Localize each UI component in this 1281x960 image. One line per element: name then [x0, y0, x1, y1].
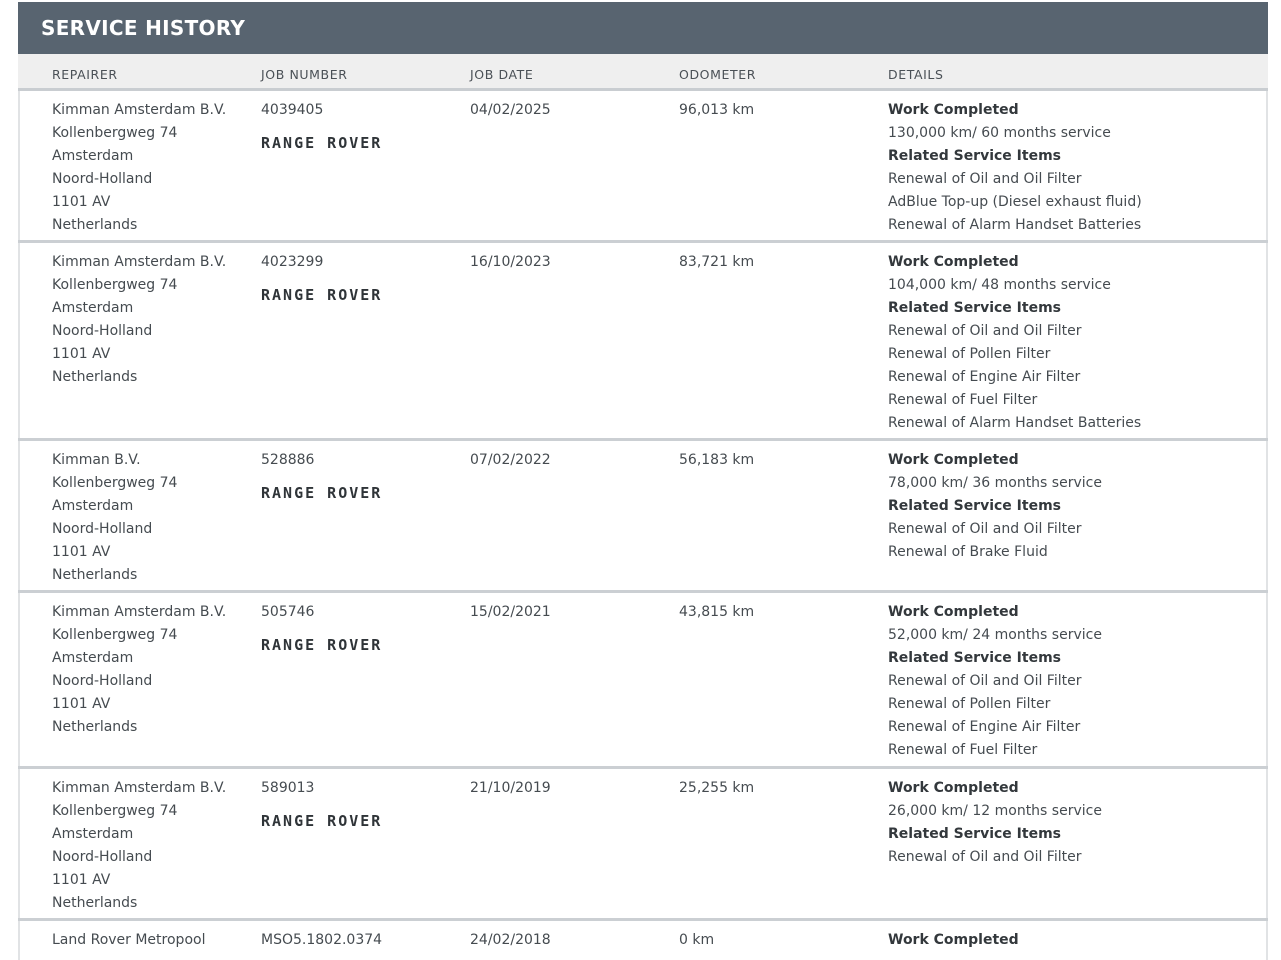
job-number: 505746	[261, 604, 315, 620]
column-header-repairer: REPAIRER	[52, 67, 118, 82]
details-cell	[888, 929, 1019, 952]
odometer-reading: 83,721 km	[679, 254, 755, 270]
details-item: Renewal of Engine Air Filter	[888, 719, 1081, 735]
details-item: Renewal of Engine Air Filter	[888, 369, 1081, 385]
repairer-cell	[52, 601, 226, 739]
details-heading: Work Completed	[888, 452, 1019, 468]
details-item: AdBlue Top-up (Diesel exhaust fluid)	[888, 194, 1142, 210]
details-item: Renewal of Pollen Filter	[888, 696, 1051, 712]
column-header-odometer: ODOMETER	[679, 67, 757, 82]
details-item: Renewal of Pollen Filter	[888, 346, 1051, 362]
repairer-address-line: Netherlands	[52, 719, 138, 735]
repairer-address-line: Amsterdam	[52, 300, 134, 316]
odometer-reading: 25,255 km	[679, 780, 755, 796]
details-item: Renewal of Oil and Oil Filter	[888, 673, 1082, 689]
brand-logo: RANGE ROVER	[261, 134, 383, 152]
brand-logo: RANGE ROVER	[261, 636, 383, 654]
brand-logo: RANGE ROVER	[261, 812, 383, 830]
details-item: Renewal of Alarm Handset Batteries	[888, 217, 1142, 233]
odometer-reading: 96,013 km	[679, 102, 755, 118]
table-row	[18, 441, 1268, 593]
table-row	[18, 243, 1268, 441]
repairer-cell	[52, 99, 226, 237]
details-item: 26,000 km/ 12 months service	[888, 803, 1102, 819]
details-item: 104,000 km/ 48 months service	[888, 277, 1111, 293]
details-heading: Work Completed	[888, 102, 1019, 118]
job-number-cell	[261, 251, 382, 307]
job-date: 24/02/2018	[470, 932, 551, 948]
repairer-address-line: Noord-Holland	[52, 673, 153, 689]
repairer-address-line: Kollenbergweg 74	[52, 803, 178, 819]
details-cell	[888, 601, 1102, 762]
repairer-address-line: Noord-Holland	[52, 323, 153, 339]
job-number-cell	[261, 777, 382, 833]
repairer-address-line: Kimman Amsterdam B.V.	[52, 254, 227, 270]
details-heading: Work Completed	[888, 780, 1019, 796]
job-number-cell	[261, 99, 382, 155]
column-header-job-number: JOB NUMBER	[261, 67, 348, 82]
details-item: 78,000 km/ 36 months service	[888, 475, 1102, 491]
job-number-cell	[261, 929, 382, 952]
job-number: 528886	[261, 452, 315, 468]
details-heading: Related Service Items	[888, 148, 1061, 164]
details-heading: Related Service Items	[888, 300, 1061, 316]
page-title: SERVICE HISTORY	[41, 16, 246, 40]
repairer-address-line: Kimman B.V.	[52, 452, 141, 468]
details-cell	[888, 99, 1142, 237]
details-item: Renewal of Brake Fluid	[888, 544, 1048, 560]
details-item: Renewal of Oil and Oil Filter	[888, 521, 1082, 537]
repairer-address-line: Netherlands	[52, 895, 138, 911]
repairer-address-line: Kimman Amsterdam B.V.	[52, 102, 227, 118]
details-heading: Work Completed	[888, 254, 1019, 270]
details-cell	[888, 251, 1141, 435]
repairer-address-line: Amsterdam	[52, 650, 134, 666]
column-header-details: DETAILS	[888, 67, 944, 82]
repairer-address-line: 1101 AV	[52, 696, 111, 712]
repairer-address-line: Noord-Holland	[52, 171, 153, 187]
repairer-cell	[52, 251, 226, 389]
repairer-address-line: Noord-Holland	[52, 849, 153, 865]
details-item: Renewal of Alarm Handset Batteries	[888, 415, 1142, 431]
column-header-row	[18, 54, 1268, 91]
repairer-address-line: Netherlands	[52, 369, 138, 385]
job-date: 21/10/2019	[470, 780, 551, 796]
repairer-address-line: 1101 AV	[52, 194, 111, 210]
repairer-address-line: 1101 AV	[52, 346, 111, 362]
job-number: MSO5.1802.0374	[261, 932, 383, 948]
repairer-address-line: Netherlands	[52, 567, 138, 583]
repairer-cell	[52, 449, 177, 587]
details-item: 130,000 km/ 60 months service	[888, 125, 1111, 141]
repairer-address-line: Kollenbergweg 74	[52, 475, 178, 491]
odometer-reading: 43,815 km	[679, 604, 755, 620]
brand-logo: RANGE ROVER	[261, 484, 383, 502]
table-row	[18, 769, 1268, 921]
details-item: Renewal of Oil and Oil Filter	[888, 849, 1082, 865]
service-history-panel	[18, 2, 1268, 960]
odometer-reading: 56,183 km	[679, 452, 755, 468]
job-number-cell	[261, 449, 382, 505]
title-bar	[18, 2, 1268, 54]
details-cell	[888, 449, 1102, 564]
repairer-address-line: Netherlands	[52, 217, 138, 233]
job-date: 15/02/2021	[470, 604, 551, 620]
job-number-cell	[261, 601, 382, 657]
repairer-address-line: Kollenbergweg 74	[52, 125, 178, 141]
details-item: Renewal of Oil and Oil Filter	[888, 323, 1082, 339]
repairer-address-line: Kollenbergweg 74	[52, 277, 178, 293]
details-item: Renewal of Oil and Oil Filter	[888, 171, 1082, 187]
details-heading: Work Completed	[888, 604, 1019, 620]
table-row	[18, 593, 1268, 769]
repairer-address-line: Amsterdam	[52, 826, 134, 842]
service-records	[18, 91, 1268, 960]
repairer-address-line: Amsterdam	[52, 148, 134, 164]
repairer-address-line: Kimman Amsterdam B.V.	[52, 780, 227, 796]
details-heading: Work Completed	[888, 932, 1019, 948]
repairer-address-line: Kimman Amsterdam B.V.	[52, 604, 227, 620]
repairer-cell	[52, 777, 226, 915]
details-item: Renewal of Fuel Filter	[888, 392, 1038, 408]
job-number: 4023299	[261, 254, 324, 270]
details-item: Renewal of Fuel Filter	[888, 742, 1038, 758]
repairer-address-line: 1101 AV	[52, 544, 111, 560]
job-date: 04/02/2025	[470, 102, 551, 118]
details-heading: Related Service Items	[888, 650, 1061, 666]
job-number: 589013	[261, 780, 315, 796]
job-date: 07/02/2022	[470, 452, 551, 468]
odometer-reading: 0 km	[679, 932, 715, 948]
details-heading: Related Service Items	[888, 498, 1061, 514]
brand-logo: RANGE ROVER	[261, 286, 383, 304]
job-date: 16/10/2023	[470, 254, 551, 270]
job-number: 4039405	[261, 102, 324, 118]
column-header-job-date: JOB DATE	[470, 67, 534, 82]
details-item: 52,000 km/ 24 months service	[888, 627, 1102, 643]
table-row	[18, 91, 1268, 243]
details-cell	[888, 777, 1102, 869]
repairer-address-line: Amsterdam	[52, 498, 134, 514]
repairer-address-line: 1101 AV	[52, 872, 111, 888]
repairer-address-line: Kollenbergweg 74	[52, 627, 178, 643]
repairer-cell	[52, 929, 205, 952]
repairer-address-line: Land Rover Metropool	[52, 932, 206, 948]
table-row	[18, 921, 1268, 960]
repairer-address-line: Noord-Holland	[52, 521, 153, 537]
details-heading: Related Service Items	[888, 826, 1061, 842]
